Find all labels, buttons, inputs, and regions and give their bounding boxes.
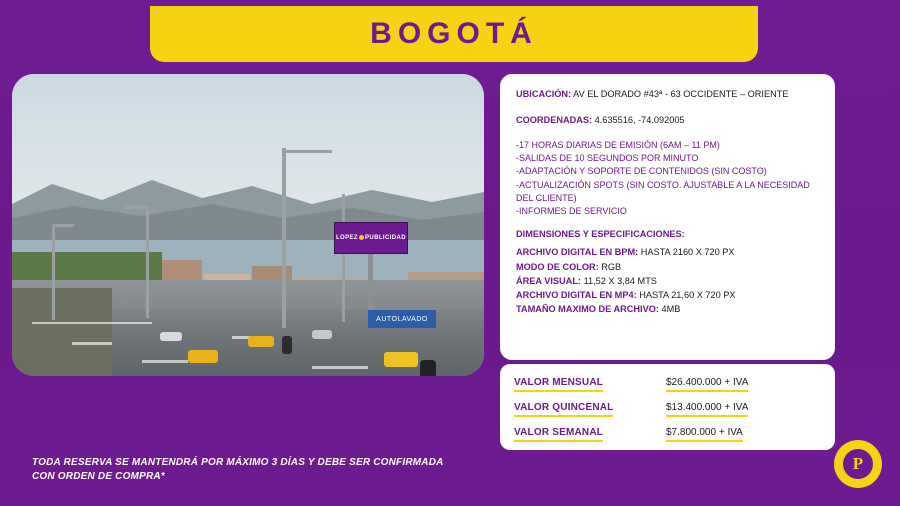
- spec-row: [516, 261, 819, 274]
- location-value: AV EL DORADO #43ª - 63 OCCIDENTE – ORIENTE: [573, 89, 789, 99]
- price-row: [514, 422, 821, 442]
- logo-mark-icon: P: [843, 449, 873, 479]
- car: [160, 332, 182, 341]
- page-title: BOGOTÁ: [370, 17, 538, 50]
- billboard-brand: LOPEZ: [335, 235, 358, 242]
- billboard-brand-2: PUBLICIDAD: [365, 235, 406, 242]
- light-pole-arm: [52, 224, 74, 227]
- price-label: VALOR QUINCENAL: [514, 402, 613, 417]
- spec-label: ARCHIVO DIGITAL EN BPM:: [516, 247, 639, 258]
- location-label: UBICACIÓN:: [516, 89, 572, 99]
- price-value: $7.800.000 + IVA: [666, 427, 743, 442]
- spacer: [516, 103, 819, 114]
- motorcycle: [282, 336, 292, 354]
- taxi: [188, 350, 218, 363]
- spec-row: [516, 303, 819, 316]
- spec-row: [516, 275, 819, 288]
- list-item: -SALIDAS DE 10 SEGUNDOS POR MINUTO: [516, 153, 699, 164]
- spec-value: RGB: [601, 261, 622, 272]
- lane-marking: [312, 366, 368, 369]
- benefits-list: [516, 139, 819, 217]
- taxi: [384, 352, 418, 367]
- spec-row: [516, 289, 819, 302]
- lane-marking: [32, 322, 152, 324]
- brand-logo: [834, 440, 882, 488]
- price-label: VALOR SEMANAL: [514, 427, 603, 442]
- light-pole: [342, 194, 345, 322]
- price-value: $13.400.000 + IVA: [666, 402, 748, 417]
- spec-value: 11,52 X 3,84 MTS: [583, 275, 657, 286]
- billboard-dot-icon: [359, 235, 364, 240]
- taxi: [248, 336, 274, 347]
- location-row: [516, 88, 819, 101]
- specs-heading: DIMENSIONES Y ESPECIFICACIONES:: [516, 228, 685, 239]
- light-pole: [52, 224, 55, 320]
- lane-marking: [142, 360, 188, 363]
- reservation-note: TODA RESERVA SE MANTENDRÁ POR MÁXIMO 3 DÍAS Y DEBE SER CONFIRMADA CON ORDEN DE COMPRA*: [32, 457, 444, 482]
- spec-row: [516, 246, 819, 259]
- spec-value: HASTA 2160 X 720 PX: [640, 247, 735, 258]
- info-panel: [500, 74, 835, 360]
- spec-label: ARCHIVO DIGITAL EN MP4:: [516, 289, 637, 300]
- lane-marking: [72, 342, 112, 345]
- photo-roadside: [12, 288, 112, 376]
- car: [312, 330, 332, 339]
- list-item: -ACTUALIZACIÓN SPOTS (SIN COSTO. AJUSTABLE A LA NECESIDAD DEL CLIENTE): [516, 179, 810, 203]
- list-item: -17 HORAS DIARIAS DE EMISIÓN (6AM – 11 PM): [516, 140, 720, 151]
- spec-value: 4MB: [661, 304, 681, 315]
- list-item: -INFORMES DE SERVICIO: [516, 205, 627, 216]
- photo-mountains: [12, 170, 484, 240]
- light-pole: [146, 206, 149, 318]
- coordinates-row: [516, 114, 819, 127]
- price-row: [514, 397, 821, 417]
- list-item: -ADAPTACIÓN Y SOPORTE DE CONTENIDOS (SIN COSTO): [516, 166, 767, 177]
- location-photo: [12, 74, 484, 376]
- price-row: [514, 372, 821, 392]
- coordinates-label: COORDENADAS:: [516, 114, 593, 125]
- spec-label: MODO DE COLOR:: [516, 261, 599, 272]
- street-sign: AUTOLAVADO: [368, 310, 436, 328]
- light-pole-arm: [286, 150, 332, 153]
- light-pole-arm: [124, 206, 148, 209]
- price-panel: [500, 364, 835, 450]
- price-label: VALOR MENSUAL: [514, 377, 603, 392]
- light-pole: [282, 148, 286, 328]
- motorcycle: [420, 360, 436, 376]
- coordinates-value: 4.635516, -74.092005: [594, 114, 685, 125]
- title-banner: [150, 6, 758, 62]
- spec-value: HASTA 21,60 X 720 PX: [639, 289, 736, 300]
- price-value: $26.400.000 + IVA: [666, 377, 748, 392]
- spec-label: ÁREA VISUAL:: [516, 275, 581, 286]
- spec-label: TAMAÑO MAXIMO DE ARCHIVO:: [516, 304, 659, 315]
- billboard: [334, 222, 408, 254]
- spacer: [516, 128, 819, 139]
